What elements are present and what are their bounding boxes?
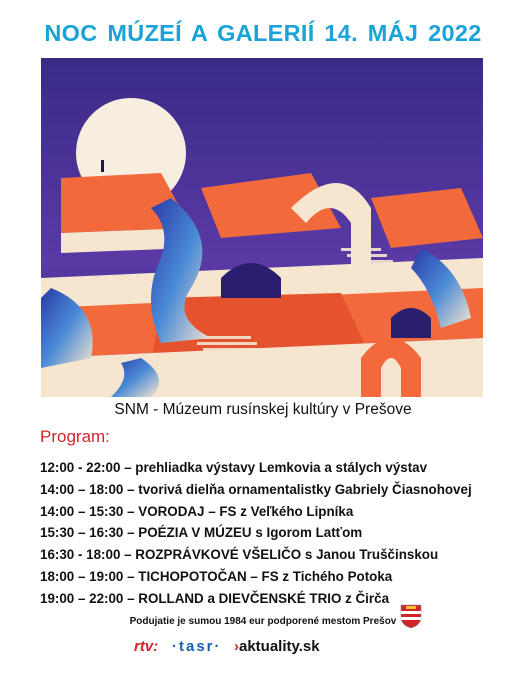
city-coat-of-arms-icon: [400, 603, 422, 629]
schedule-item: 15:30 – 16:30 – POÉZIA V MÚZEU s Igorom Latťom: [40, 525, 363, 541]
aktuality-logo: ›aktuality.sk: [234, 638, 320, 655]
sponsor-note: Podujatie je sumou 1984 eur podporené mestom Prešov: [129, 616, 397, 627]
rtvs-logo: rtv:: [134, 638, 159, 655]
schedule-item: 16:30 - 18:00 – ROZPRÁVKOVÉ VŠELIČO s Janou Truščinskou: [40, 547, 439, 563]
venue-subtitle: SNM - Múzeum rusínskej kultúry v Prešove: [114, 401, 412, 418]
schedule-item: 19:00 – 22:00 – ROLLAND a DIEVČENSKÉ TRIO z Čirča: [40, 590, 390, 606]
poster-artwork: [41, 58, 483, 397]
schedule-item: 14:00 – 18:00 – tvorivá dielňa ornamentalistky Gabriely Čiasnohovej: [40, 481, 472, 497]
tasr-logo: ·tasr·: [172, 638, 222, 655]
partner-logos: [134, 638, 374, 660]
program-heading: Program:: [40, 427, 110, 446]
program-schedule: [40, 457, 500, 610]
schedule-item: 18:00 – 19:00 – TICHOPOTOČAN – FS z Tichého Potoka: [40, 568, 393, 584]
schedule-item: 14:00 – 15:30 – VORODAJ – FS z Veľkého Lipníka: [40, 503, 354, 519]
page-title: NOC MÚZEÍ A GALERIÍ 14. MÁJ 2022: [44, 20, 482, 46]
poster-illustration: [41, 58, 483, 397]
schedule-item: 12:00 - 22:00 – prehliadka výstavy Lemkovia a stálych výstav: [40, 460, 428, 475]
